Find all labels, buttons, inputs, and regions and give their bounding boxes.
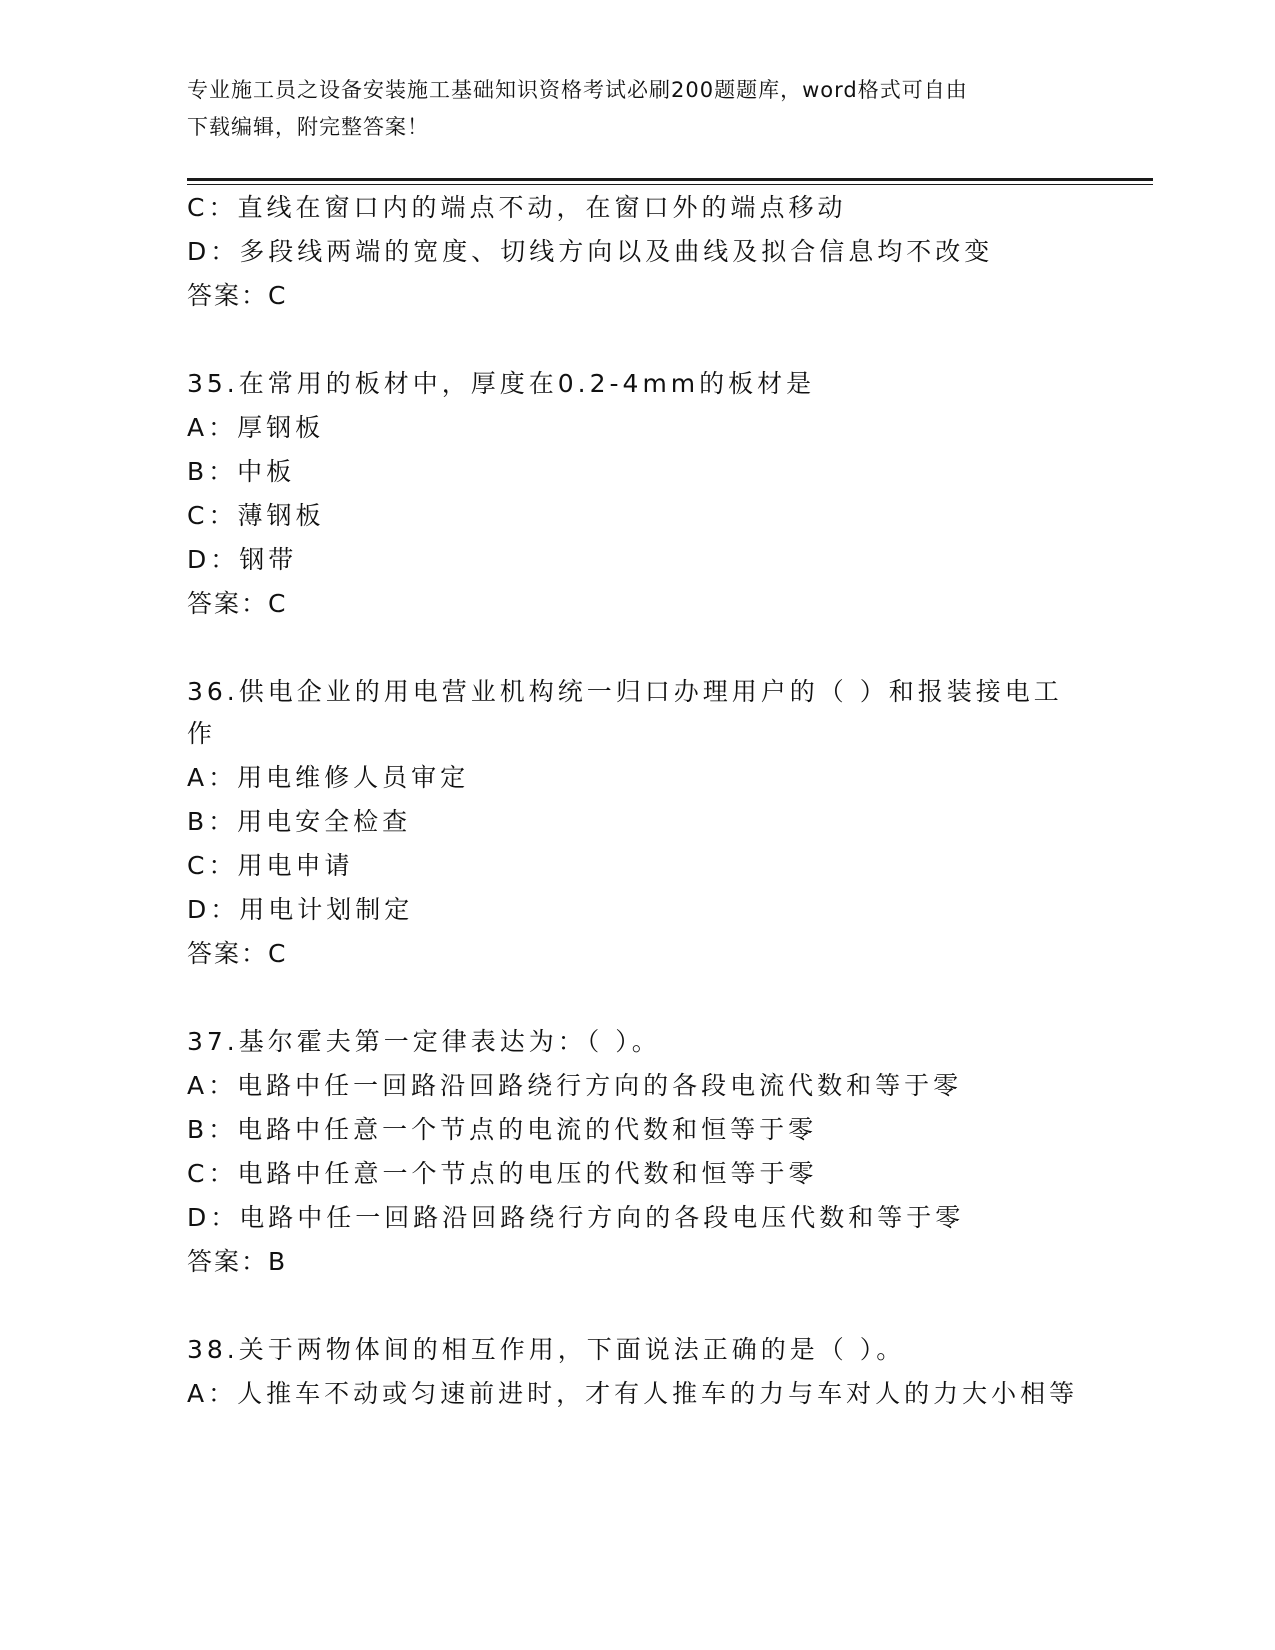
q35-answer: 答案：C xyxy=(187,589,288,618)
prev-answer: 答案：C xyxy=(187,281,288,310)
q36-option-a: A：用电维修人员审定 xyxy=(187,763,470,792)
header-title-line-1: 专业施工员之设备安装施工基础知识资格考试必刷200题题库，word格式可自由 xyxy=(187,78,968,102)
q35-question: 35.在常用的板材中，厚度在0.2-4mm的板材是 xyxy=(187,369,816,398)
q36-answer: 答案：C xyxy=(187,939,288,968)
header-title-line-2: 下载编辑，附完整答案！ xyxy=(187,115,429,139)
q38-option-a: A：人推车不动或匀速前进时，才有人推车的力与车对人的力大小相等 xyxy=(187,1379,1079,1408)
q35-option-d: D：钢带 xyxy=(187,545,298,574)
q37-option-b: B：电路中任意一个节点的电流的代数和恒等于零 xyxy=(187,1115,818,1144)
prev-option-d: D：多段线两端的宽度、切线方向以及曲线及拟合信息均不改变 xyxy=(187,237,994,266)
q37-question: 37.基尔霍夫第一定律表达为：（ ）。 xyxy=(187,1027,661,1056)
q36-question-line-2: 作 xyxy=(187,719,217,748)
q37-option-a: A：电路中任一回路沿回路绕行方向的各段电流代数和等于零 xyxy=(187,1071,963,1100)
q37-option-d: D：电路中任一回路沿回路绕行方向的各段电压代数和等于零 xyxy=(187,1203,965,1232)
q37-answer: 答案：B xyxy=(187,1247,288,1276)
q35-option-c: C：薄钢板 xyxy=(187,501,325,530)
header-divider-thick xyxy=(187,178,1153,181)
prev-option-c: C：直线在窗口内的端点不动，在窗口外的端点移动 xyxy=(187,193,847,222)
q36-option-b: B：用电安全检查 xyxy=(187,807,412,836)
q36-option-c: C：用电申请 xyxy=(187,851,354,880)
q36-option-d: D：用电计划制定 xyxy=(187,895,414,924)
q35-option-b: B：中板 xyxy=(187,457,296,486)
q36-question-line-1: 36.供电企业的用电营业机构统一归口办理用户的（ ）和报装接电工 xyxy=(187,677,1063,706)
header-divider-thin xyxy=(187,184,1153,185)
q38-question: 38.关于两物体间的相互作用，下面说法正确的是（ ）。 xyxy=(187,1335,906,1364)
q35-option-a: A：厚钢板 xyxy=(187,413,325,442)
document-header xyxy=(187,72,1067,146)
q37-option-c: C：电路中任意一个节点的电压的代数和恒等于零 xyxy=(187,1159,818,1188)
